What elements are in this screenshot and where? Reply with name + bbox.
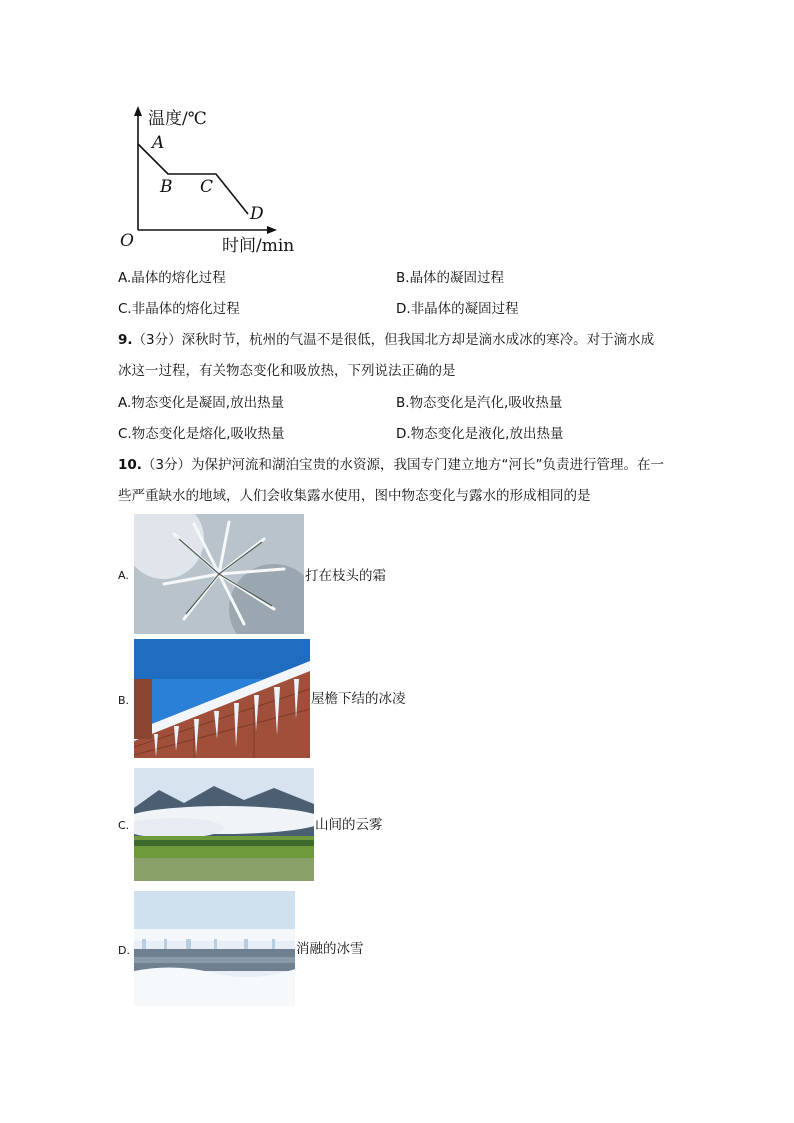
icicles-under-eaves-image	[134, 639, 310, 758]
point-a-label: A	[152, 133, 165, 153]
q10-option-b-caption: 屋檐下结的冰凌	[311, 691, 406, 707]
q8-option-c: C.非晶体的熔化过程	[118, 301, 240, 317]
q9-stem-line2: 冰这一过程，有关物态变化和吸放热，下列说法正确的是	[118, 363, 456, 379]
q10-number: 10.	[118, 457, 142, 473]
q10-option-a-caption: 打在枝头的霜	[305, 568, 386, 584]
q10-option-c-letter: C.	[118, 819, 130, 832]
q9-option-d: D.物态变化是液化,放出热量	[396, 426, 564, 442]
q10-option-b-letter: B.	[118, 694, 130, 707]
q10-option-d-letter: D.	[118, 944, 130, 957]
q9-number: 9.	[118, 332, 133, 348]
point-d-label: D	[250, 204, 264, 224]
mountain-mist-image	[134, 768, 314, 881]
point-c-label: C	[200, 177, 214, 197]
q10-option-d-caption: 消融的冰雪	[296, 941, 364, 957]
y-axis-label: 温度/℃	[148, 109, 207, 129]
y-axis-arrow	[134, 106, 142, 116]
melting-snow-image	[134, 891, 295, 1006]
q8-option-b: B.晶体的凝固过程	[396, 270, 505, 286]
q8-option-d: D.非晶体的凝固过程	[396, 301, 519, 317]
q8-option-a: A.晶体的熔化过程	[118, 270, 226, 286]
q10-option-a-letter: A.	[118, 569, 129, 582]
point-b-label: B	[160, 177, 173, 197]
q9-stem-line1: 9.（3分）深秋时节，杭州的气温不是很低，但我国北方却是滴水成冰的寒冷。对于滴水成	[118, 332, 655, 348]
q9-option-a: A.物态变化是凝固,放出热量	[118, 395, 285, 411]
q10-stem-line1: 10.（3分）为保护河流和湖泊宝贵的水资源，我国专门建立地方“河长”负责进行管理。在一	[118, 457, 665, 473]
origin-label: O	[120, 231, 134, 251]
x-axis-arrow	[267, 226, 277, 234]
x-axis-label: 时间/min	[222, 236, 295, 256]
q10-option-c-caption: 山间的云雾	[315, 817, 383, 833]
q9-option-c: C.物态变化是熔化,吸收热量	[118, 426, 285, 442]
frost-on-branch-image	[134, 514, 304, 634]
q10-stem-line2: 些严重缺水的地域，人们会收集露水使用，图中物态变化与露水的形成相同的是	[118, 488, 591, 504]
q9-score: （3分）	[132, 332, 182, 348]
cooling-curve	[138, 144, 248, 214]
temperature-time-graph	[110, 98, 310, 258]
q10-score: （3分）	[141, 457, 192, 473]
q9-option-b: B.物态变化是汽化,吸收热量	[396, 395, 563, 411]
